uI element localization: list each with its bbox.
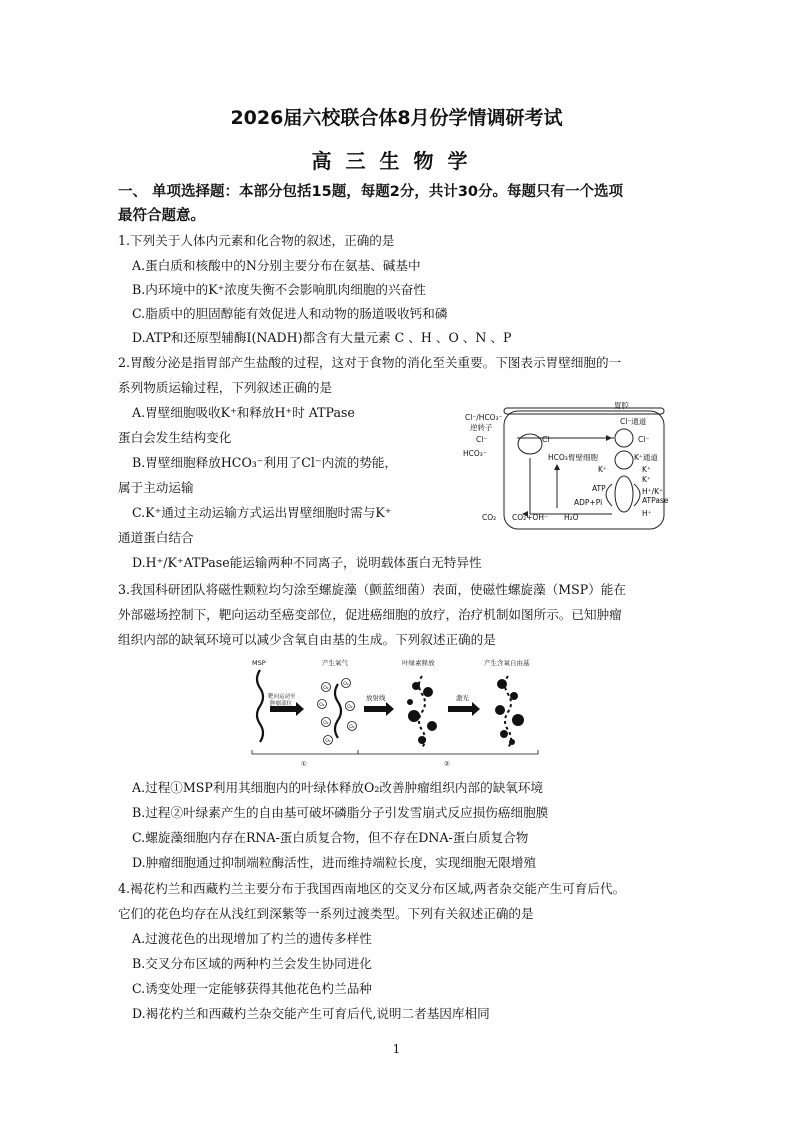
q2-option-c-line2: 通道蛋白结合 — [118, 530, 194, 545]
fig2-h2o: H₂O — [564, 513, 579, 522]
parietal-cell-diagram — [462, 398, 682, 536]
q2-option-d: D.H⁺/K⁺ATPase能运输两种不同离子，说明载体蛋白无特异性 — [132, 555, 482, 570]
fig2-adp-pi: ADP+Pi — [574, 498, 603, 507]
k-channel-protein — [615, 451, 633, 469]
fig3-chl: 叶绿素释放 — [402, 659, 435, 667]
q4-option-d: D.褐花杓兰和西藏杓兰杂交能产生可育后代,说明二者基因库相同 — [132, 1006, 490, 1021]
fig2-k-out2: K⁺ — [642, 475, 651, 484]
q2-option-c-line1: C.K⁺通过主动运输方式运出胃壁细胞时需与K⁺ — [132, 505, 392, 520]
q3-stem-line2: 外部磁场控制下，靶向运动至癌变部位，促进癌细胞的放疗，治疗机制如图所示。已知肿瘤 — [118, 607, 622, 622]
fig2-k-in: K⁺ — [598, 465, 607, 474]
fig3-msp: MSP — [252, 659, 266, 667]
q4-option-c: C.诱变处理一定能够获得其他花色杓兰品种 — [132, 981, 372, 996]
section-heading-line1: 一、 单项选择题：本部分包括15题，每题2分，共计30分。每题只有一个选项 — [118, 184, 623, 200]
fig2-co2-oh: CO₂+OH⁻ — [512, 513, 548, 522]
subject-title: 高三生物学 — [311, 149, 482, 173]
fig2-antiporter: 逆转子 — [470, 423, 493, 432]
fig3-target-line1: 靶向运动至 — [268, 694, 296, 700]
fig3-o2-d: O₂ — [347, 704, 353, 710]
antiporter-protein — [518, 434, 542, 454]
q3-option-c: C.螺旋藻细胞内存在RNA-蛋白质复合物，但不存在DNA-蛋白质复合物 — [132, 830, 529, 845]
q3-stem-line3: 组织内部的缺氧环境可以减少含氧自由基的生成。下列叙述正确的是 — [118, 632, 496, 647]
q3-option-d: D.肿瘤细胞通过抑制端粒酶活性，进而维持端粒长度，实现细胞无限增殖 — [132, 855, 537, 870]
fig3-laser: 激光 — [456, 694, 469, 702]
fig2-atp: ATP — [592, 484, 606, 493]
fig3-o2-label: 产生氧气 — [322, 659, 348, 667]
fig2-pump1: H⁺/K⁺ — [642, 487, 664, 496]
q1-stem: 1.下列关于人体内元素和化合物的叙述，正确的是 — [118, 233, 395, 248]
q2-option-b-line2: 属于主动运输 — [118, 480, 194, 495]
msp-filament-2 — [335, 684, 341, 738]
section-heading-line2: 最符合题意。 — [118, 208, 205, 224]
q2-option-a-line2: 蛋白会发生结构变化 — [118, 430, 232, 445]
page-number: 1 — [392, 1042, 401, 1056]
q1-option-c: C.脂质中的胆固醇能有效促进人和动物的肠道吸收钙和磷 — [132, 306, 448, 321]
fig3-o2-e: O₂ — [323, 720, 329, 726]
q4-option-b: B.交叉分布区域的两种杓兰会发生协同进化 — [132, 956, 372, 971]
fig2-co2: CO₂ — [482, 513, 497, 522]
q2-stem-line1: 2.胃酸分泌是指胃部产生盐酸的过程，这对于食物的消化至关重要。下图表示胃壁细胞的一 — [118, 355, 622, 370]
fig2-cl-right: Cl⁻ — [638, 435, 650, 444]
fig2-pump2: ATPase — [642, 496, 669, 505]
fig3-radio: 放射线 — [366, 694, 386, 702]
section-heading — [118, 180, 678, 228]
q2-option-b-line1: B.胃壁细胞释放HCO₃⁻利用了Cl⁻内流的势能， — [132, 455, 398, 470]
fig2-hco3-mid: HCO₃⁻ — [548, 453, 572, 462]
msp-mechanism-diagram — [246, 654, 546, 772]
fig3-ros: 产生含氧自由基 — [484, 659, 530, 667]
q4-option-a: A.过渡花色的出现增加了杓兰的遗传多样性 — [132, 931, 372, 946]
fig2-cl-channel: Cl⁻通道 — [620, 417, 647, 426]
fig2-k-out1: K⁺ — [642, 465, 651, 474]
fig2-lumen: 胃腔 — [614, 401, 629, 410]
exam-title: 2026届六校联合体8月份学情调研考试 — [230, 107, 563, 129]
fig2-cl-hco3: Cl⁻/HCO₃⁻ — [465, 413, 503, 422]
q2-option-a-line1: A.胃壁细胞吸收K⁺和释放H⁺时 ATPase — [132, 405, 355, 420]
arrow-laser — [448, 702, 480, 716]
q2-stem-line2: 系列物质运输过程，下列叙述正确的是 — [118, 380, 333, 395]
q1-option-d: D.ATP和还原型辅酶Ⅰ(NADH)都含有大量元素 C 、H 、O 、N 、P — [132, 330, 512, 345]
fig2-h: H⁺ — [642, 509, 652, 518]
fig2-cell: 胃壁细胞 — [568, 453, 598, 462]
fig2-cl-mid: Cl⁻ — [542, 435, 554, 444]
fig3-o2-a: O₂ — [323, 685, 329, 691]
fig2-hco3-left: HCO₃⁻ — [463, 449, 487, 458]
q4-stem-line2: 它们的花色均存在从浅红到深紫等一系列过渡类型。下列有关叙述正确的是 — [118, 906, 534, 921]
fig2-cl-left: Cl⁻ — [476, 435, 488, 444]
fig3-step2: ② — [444, 760, 450, 768]
msp-filament-1 — [257, 670, 263, 742]
fig3-o2-b: O₂ — [343, 681, 349, 687]
q3-option-a: A.过程①MSP利用其细胞内的叶绿体释放O₂改善肿瘤组织内部的缺氧环境 — [132, 780, 544, 795]
q3-option-b: B.过程②叶绿素产生的自由基可破坏磷脂分子引发雪崩式反应损伤癌细胞膜 — [132, 805, 549, 820]
fig3-step1: ① — [301, 760, 307, 768]
fig2-k-channel: K⁺通道 — [634, 453, 658, 462]
arrow-radio — [364, 702, 394, 716]
fig3-target-line2: 肿瘤部位 — [270, 701, 293, 707]
fig3-o2-f: O₂ — [349, 724, 355, 730]
q3-stem-line1: 3.我国科研团队将磁性颗粒均匀涂至螺旋藻（颤蓝细菌）表面，使磁性螺旋藻（MSP）能在 — [118, 582, 626, 597]
q4-stem-line1: 4.褐花杓兰和西藏杓兰主要分布于我国西南地区的交叉分布区域,两者杂交能产生可育后代。 — [118, 881, 626, 896]
q1-option-b: B.内环境中的K⁺浓度失衡不会影响肌肉细胞的兴奋性 — [132, 282, 426, 297]
hk-atpase-protein — [615, 476, 633, 512]
fig3-o2-g: O₂ — [325, 738, 331, 744]
q1-option-a: A.蛋白质和核酸中的N分别主要分布在氨基、碱基中 — [132, 258, 421, 273]
cl-channel-protein — [615, 429, 633, 447]
fig3-o2-c: O₂ — [319, 702, 325, 708]
